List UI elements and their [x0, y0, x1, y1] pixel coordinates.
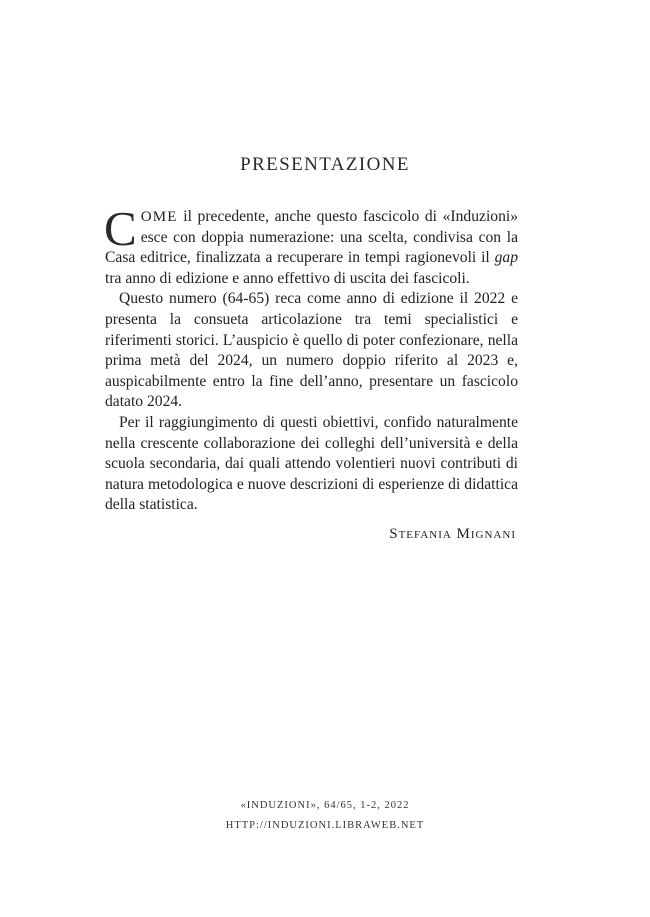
intro-paragraph: [104, 201, 518, 289]
intro-text-1: il precedente, anche questo fascicolo di «Induzioni» esce con doppia numerazione: una scelta, condivisa con la Casa editrice, finalizzata a recuperare in tempi ragionevoli il: [105, 208, 518, 267]
presentation-body: [104, 201, 518, 545]
author-signature: Stefania Mignani: [389, 525, 516, 542]
paragraph-2: Questo numero (64-65) reca come anno di edizione il 2022 e presenta la consueta articolazione tra temi specialistici e riferimenti storici. L’auspicio è quello di poter confezionare, nella prima metà del 2024, un numero doppio riferito al 2023 e, auspicabilmente entro la fine dell’anno, presentare un fascicolo datato 2024.: [105, 290, 518, 411]
paragraph-3: Per il raggiungimento di questi obiettivi, confido naturalmente nella crescente collaborazione dei colleghi dell’università e della scuola secondaria, dai quali attendo volentieri nuovi contributi di natura metodologica e nuove descrizioni di esperienze di didattica della statistica.: [105, 413, 518, 514]
footer-url: HTTP://INDUZIONI.LIBRAWEB.NET: [225, 820, 425, 831]
drop-cap: C: [104, 201, 137, 256]
intro-text-2: tra anno di edizione e anno effettivo di uscita dei fascicoli.: [105, 269, 470, 287]
page-title: PRESENTAZIONE: [240, 154, 410, 175]
footer-citation: «INDUZIONI», 64/65, 1-2, 2022: [240, 800, 410, 811]
intro-small-caps: OME: [140, 209, 178, 225]
intro-italic-word: gap: [494, 249, 518, 267]
